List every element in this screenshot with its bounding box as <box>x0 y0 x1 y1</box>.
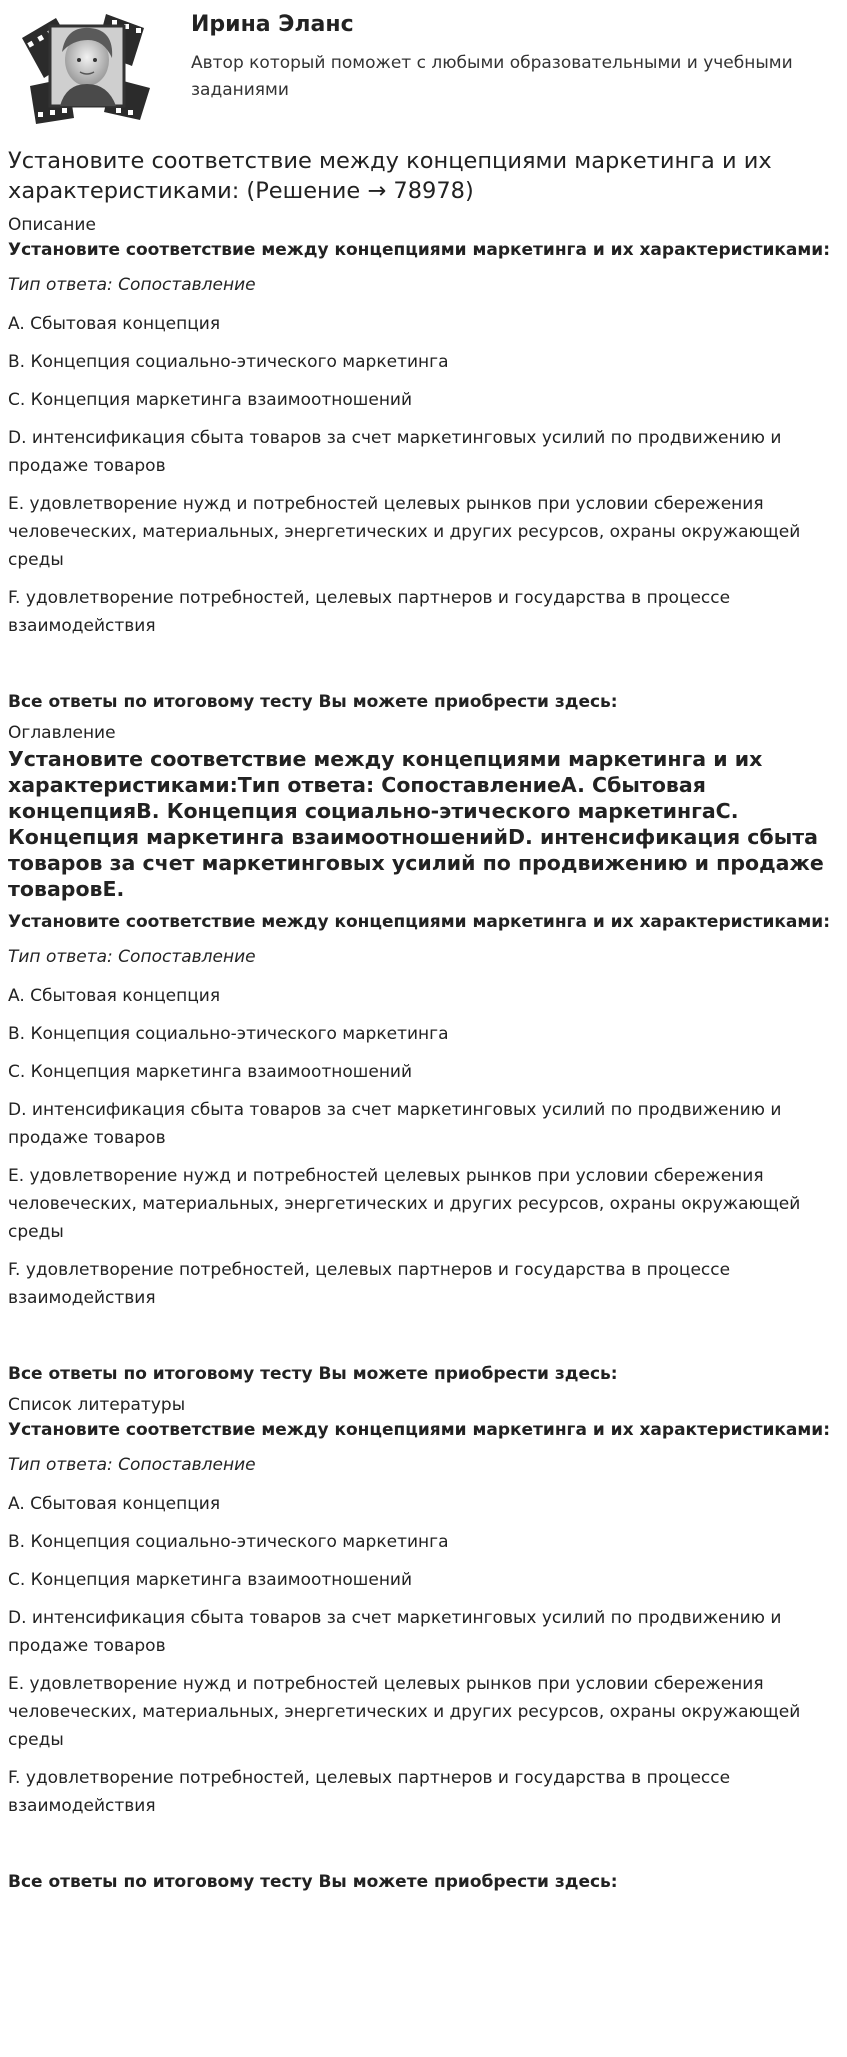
option-d: D. интенсификация сбыта товаров за счет маркетинговых усилий по продвижению и продаже товаров <box>8 1100 782 1148</box>
page-title: Установите соответствие между концепциями маркетинга и их характеристиками: (Решение → 78978) <box>8 148 772 204</box>
answer-type: Тип ответа: Сопоставление <box>8 1455 256 1475</box>
toc-block <box>8 908 839 1386</box>
option-e: E. удовлетворение нужд и потребностей целевых рынков при условии сбережения человеческих, материальных, энергетических и других ресурсов, охраны окружающей среды <box>8 1166 801 1242</box>
option-b: B. Концепция социально-этического маркетинга <box>8 1532 449 1552</box>
option-d: D. интенсификация сбыта товаров за счет маркетинговых усилий по продвижению и продаже товаров <box>8 428 782 476</box>
option-b: B. Концепция социально-этического маркетинга <box>8 352 449 372</box>
option-a: A. Сбытовая концепция <box>8 1494 221 1514</box>
buy-answers-text: Все ответы по итоговому тесту Вы можете приобрести здесь: <box>8 692 618 712</box>
option-a: A. Сбытовая концепция <box>8 314 221 334</box>
author-description: Автор который поможет с любыми образовательными и учебными заданиями <box>191 53 793 100</box>
toc-label: Оглавление <box>8 723 116 743</box>
question-title: Установите соответствие между концепциями маркетинга и их характеристиками: <box>8 240 830 260</box>
description-block <box>8 236 839 714</box>
option-c: C. Концепция маркетинга взаимоотношений <box>8 390 413 410</box>
option-c: C. Концепция маркетинга взаимоотношений <box>8 1062 413 1082</box>
author-card <box>8 0 839 132</box>
option-c: C. Концепция маркетинга взаимоотношений <box>8 1570 413 1590</box>
author-avatar[interactable] <box>16 8 156 126</box>
answer-type: Тип ответа: Сопоставление <box>8 275 256 295</box>
option-f: F. удовлетворение потребностей, целевых партнеров и государства в процессе взаимодействия <box>8 588 731 636</box>
option-d: D. интенсификация сбыта товаров за счет маркетинговых усилий по продвижению и продаже товаров <box>8 1608 782 1656</box>
question-title: Установите соответствие между концепциями маркетинга и их характеристиками: <box>8 912 830 932</box>
buy-answers-text: Все ответы по итоговому тесту Вы можете приобрести здесь: <box>8 1364 618 1384</box>
toc-heading: Установите соответствие между концепциями маркетинга и их характеристиками:Тип ответа: СопоставлениеA. Сбытовая концепцияB. Концепция социально-этического маркетингаC. Концепция маркетинга взаимоотношенийD. интенсификация сбыта товаров за счет маркетинговых усилий по продвижению и продаже товаровE. <box>8 747 824 901</box>
option-f: F. удовлетворение потребностей, целевых партнеров и государства в процессе взаимодействия <box>8 1260 731 1308</box>
option-e: E. удовлетворение нужд и потребностей целевых рынков при условии сбережения человеческих, материальных, энергетических и других ресурсов, охраны окружающей среды <box>8 494 801 570</box>
option-e: E. удовлетворение нужд и потребностей целевых рынков при условии сбережения человеческих, материальных, энергетических и других ресурсов, охраны окружающей среды <box>8 1674 801 1750</box>
literature-block <box>8 1416 839 1894</box>
literature-label: Список литературы <box>8 1395 186 1415</box>
answer-type: Тип ответа: Сопоставление <box>8 947 256 967</box>
author-name[interactable]: Ирина Эланс <box>191 12 354 37</box>
option-a: A. Сбытовая концепция <box>8 986 221 1006</box>
question-title: Установите соответствие между концепциями маркетинга и их характеристиками: <box>8 1420 830 1440</box>
option-b: B. Концепция социально-этического маркетинга <box>8 1024 449 1044</box>
buy-answers-text: Все ответы по итоговому тесту Вы можете приобрести здесь: <box>8 1872 618 1892</box>
option-f: F. удовлетворение потребностей, целевых партнеров и государства в процессе взаимодействия <box>8 1768 731 1816</box>
description-label: Описание <box>8 215 96 235</box>
